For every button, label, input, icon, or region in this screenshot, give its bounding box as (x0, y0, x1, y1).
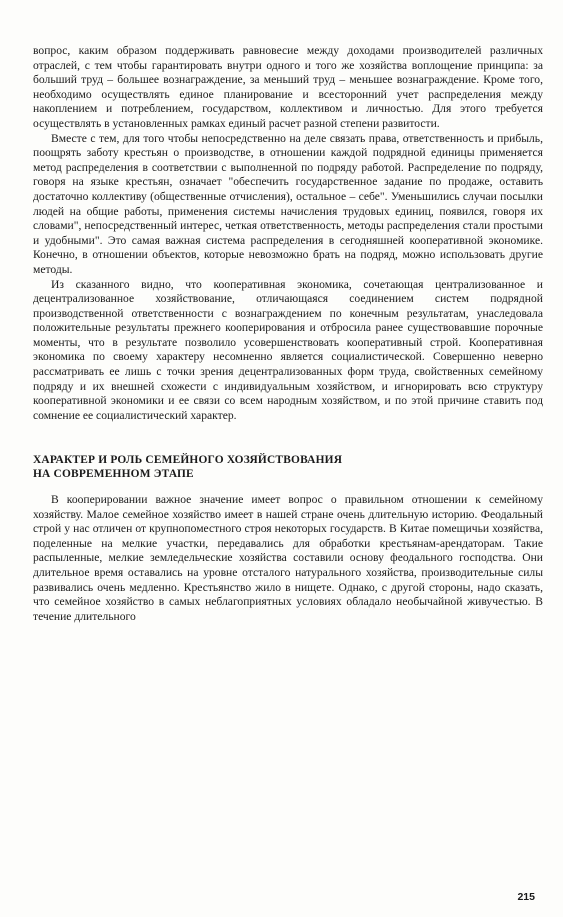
paragraph: Вместе с тем, для того чтобы непосредственно на деле связать права, ответственность и прибыль, поощрять заботу крестьян о производстве, в отношении каждой подрядной единицы применяется метод распределения в соответствии с выполненной по подряду работой. Распределение по подряду, говоря на языке крестьян, означает "обеспечить государственное задание по продаже, оставить достаточно коллективу (общественные отчисления), остальное – себе". Уменьшились случаи посылки людей на общие работы, применения системы начисления трудовых единиц, появился, говоря их словами", непосредственный интерес, четкая ответственность, методы распределения стали простыми и удобными". Это самая важная система распределения в сегодняшней кооперативной экономике. Конечно, в отношении объектов, которые невозможно брать на подряд, можно использовать другие методы. (33, 131, 543, 276)
section-heading (33, 453, 543, 481)
page-number: 215 (517, 891, 535, 903)
paragraph: Из сказанного видно, что кооперативная экономика, сочетающая централизованное и децентрализованное хозяйствование, отличающаяся соединением систем подрядной производственной ответственности с вознаграждением по конечным результатам, унаследовала положительные результаты прежнего кооперирования и отбросила ранее существовавшие порочные моменты, что в результате позволило усовершенствовать кооперативный строй. Кооперативная экономика по своему характеру несомненно является социалистической. Совершенно неверно рассматривать ее лишь с точки зрения децентрализованных форм труда, свойственных семейному подряду и их внешней схожести с индивидуальным хозяйством, и игнорировать всю структуру кооперативной экономики и ее связи со всем народным хозяйством, и по этой причине ставить под сомнение ее социалистический характер. (33, 277, 543, 422)
paragraph: В кооперировании важное значение имеет вопрос о правильном отношении к семейному хозяйству. Малое семейное хозяйство имеет в нашей стране очень длительную историю. Феодальный строй у нас отличен от крупнопоместного строя некоторых государств. В Китае помещичьи хозяйства, поделенные на мелкие участки, передавались для обработки крестьянам-арендаторам. Такие распыленные, мелкие земледельческие хозяйства составили основу феодального господства. Они длительное время оставались на уровне отсталого натурального хозяйства, производительные силы развивались очень медленно. Крестьянство жило в нищете. Однако, с другой стороны, надо сказать, что семейное хозяйство в самых неблагоприятных условиях обладало необычайной живучестью. В течение длительного (33, 493, 543, 623)
body-text-top (33, 44, 543, 423)
section-heading-line-2: НА СОВРЕМЕННОМ ЭТАПЕ (33, 468, 194, 480)
body-text-bottom (33, 493, 543, 624)
paragraph: вопрос, каким образом поддерживать равновесие между доходами производителей различных отраслей, с тем чтобы гарантировать внутри одного и того же хозяйства воплощение принципа: за больший труд – большее вознаграждение, за меньший труд – меньшее вознаграждение. Кроме того, необходимо осуществлять единое планирование и всесторонний учет распределения между накоплением и потреблением, государством, коллективом и личностью. Для этого требуется осуществлять в установленных рамках единый расчет разной степени развитости. (33, 44, 543, 130)
section-heading-line-1: ХАРАКТЕР И РОЛЬ СЕМЕЙНОГО ХОЗЯЙСТВОВАНИЯ (33, 454, 343, 466)
